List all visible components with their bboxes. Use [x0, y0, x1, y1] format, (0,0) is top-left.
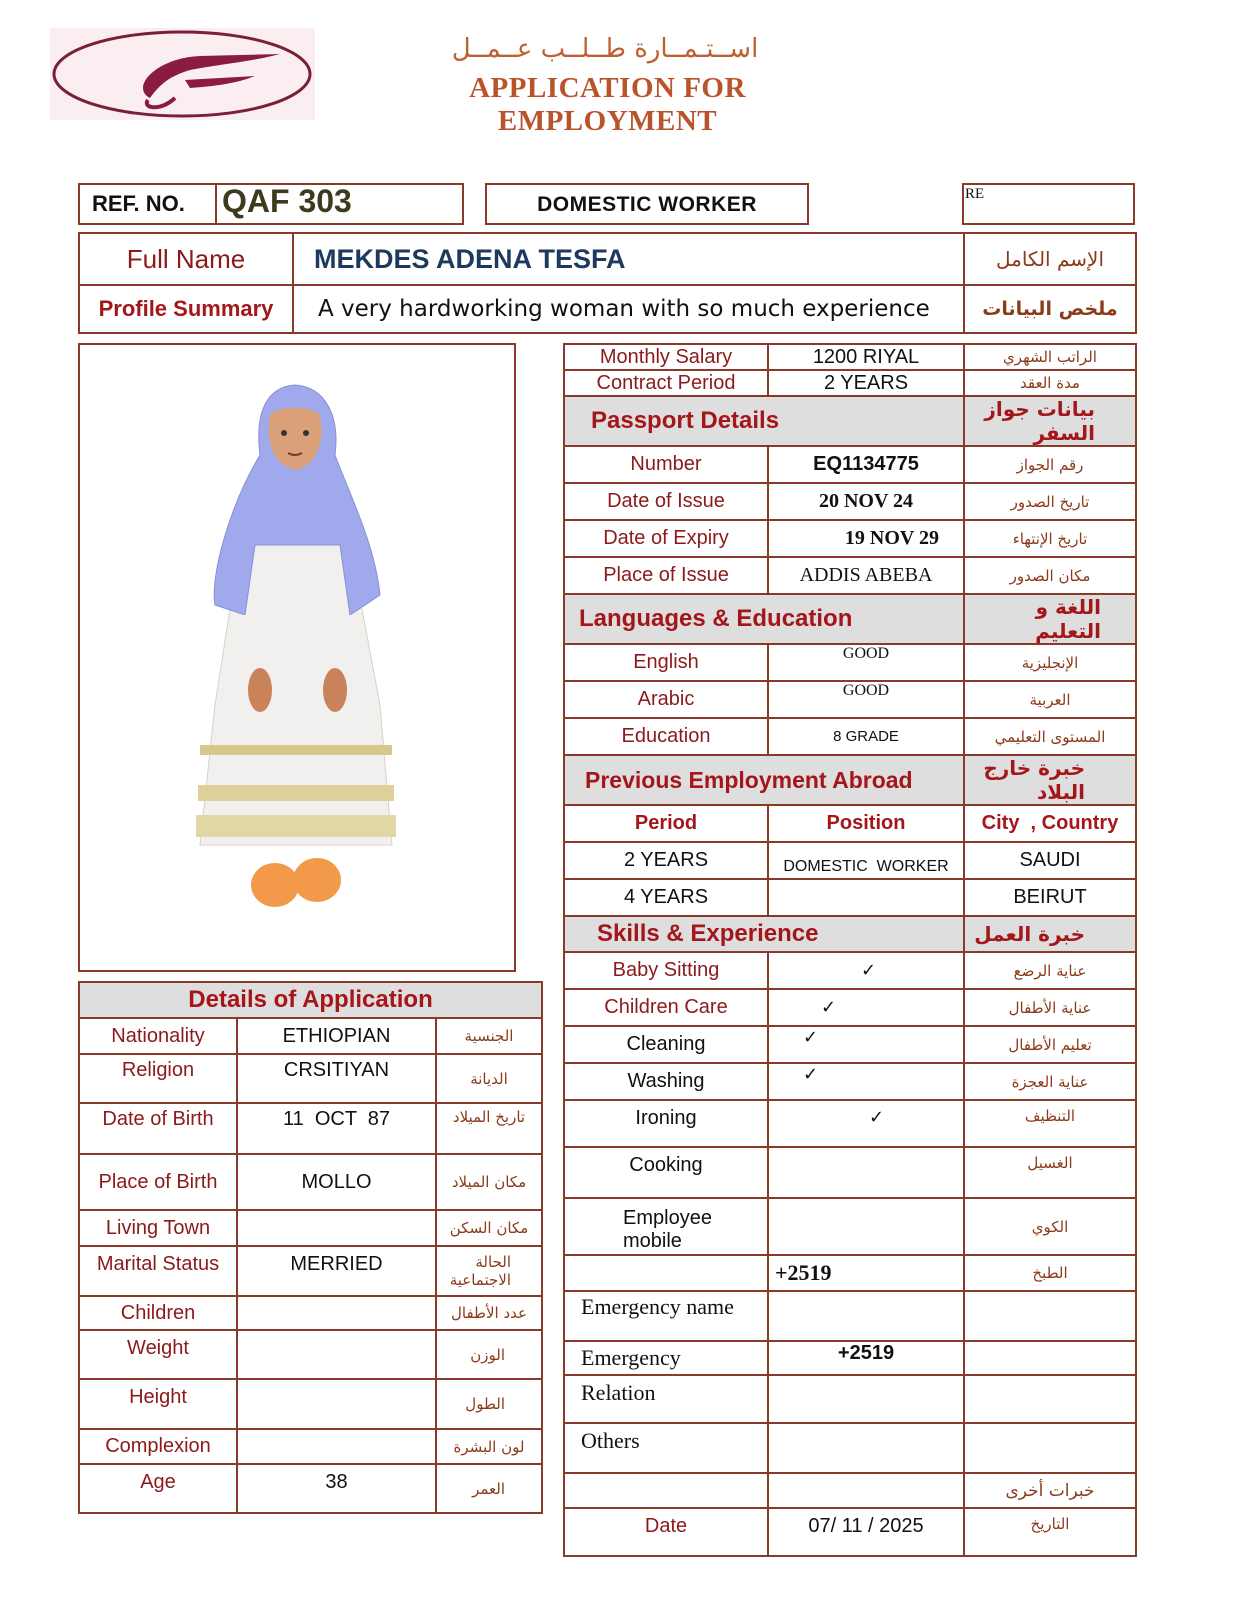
issue-date-value: 20 NOV 24: [768, 483, 964, 520]
full-name-ar: الإسم الكامل: [964, 233, 1136, 285]
date-ar: التاريخ: [964, 1508, 1136, 1556]
skill-ironing-label: Ironing: [564, 1100, 768, 1147]
date-value: 07/ 11 / 2025: [768, 1508, 964, 1556]
passport-number-row: [564, 446, 1136, 483]
skill-washing-ar: عناية العجزة: [964, 1063, 1136, 1100]
complexion-value: [237, 1429, 436, 1464]
arabic-ar: العربية: [964, 681, 1136, 718]
employment-row: [564, 879, 1136, 916]
height-ar: الطول: [436, 1379, 542, 1429]
salary-value: 1200 RIYAL: [768, 344, 964, 370]
passport-title-ar: بيانات جواز السفر: [964, 396, 1136, 446]
position-title: DOMESTIC WORKER: [537, 193, 757, 216]
nationality-value: ETHIOPIAN: [237, 1018, 436, 1054]
pob-ar: مكان الميلاد: [436, 1154, 542, 1210]
dob-ar: تاريخ الميلاد: [436, 1103, 542, 1154]
living-town-row: [79, 1210, 542, 1246]
full-name-value: MEKDES ADENA TESFA: [293, 233, 964, 285]
weight-label: Weight: [79, 1330, 237, 1379]
age-row: [79, 1464, 542, 1513]
living-town-value: [237, 1210, 436, 1246]
employment-country: SAUDI: [964, 842, 1136, 879]
relation-label: Relation: [564, 1375, 768, 1423]
applicant-photo: [78, 343, 516, 972]
weight-row: [79, 1330, 542, 1379]
emergency-name-value: [768, 1291, 964, 1341]
relation-ar: [964, 1375, 1136, 1423]
employment-section-header: [564, 755, 1136, 805]
salary-row: [564, 344, 1136, 370]
age-label: Age: [79, 1464, 237, 1513]
info-table: [563, 343, 1137, 1557]
pob-value: MOLLO: [237, 1154, 436, 1210]
others-value: [768, 1423, 964, 1473]
languages-title-ar: اللغة و التعليم: [964, 594, 1136, 644]
employee-mobile-row: [564, 1198, 1136, 1255]
employment-country-header: City , Country: [964, 805, 1136, 842]
employment-position-header: Position: [768, 805, 964, 842]
others-ar-blank: [564, 1473, 768, 1508]
emergency-row: [564, 1341, 1136, 1375]
passport-title: Passport Details: [564, 396, 964, 446]
english-value: GOOD: [768, 644, 964, 681]
employment-header-row: [564, 805, 1136, 842]
employee-mobile-ar: الكوي: [964, 1198, 1136, 1255]
skill-cooking-label: Cooking: [564, 1147, 768, 1198]
arabic-value: GOOD: [768, 681, 964, 718]
arabic-row: [564, 681, 1136, 718]
living-town-label: Living Town: [79, 1210, 237, 1246]
emergency-name-label: Emergency name: [564, 1291, 768, 1341]
re-box: [962, 183, 1135, 225]
religion-row: [79, 1054, 542, 1103]
emergency-name-row: [564, 1291, 1136, 1341]
dob-row: [79, 1103, 542, 1154]
skills-title-ar: خبرة العمل: [964, 916, 1136, 952]
relation-row: [564, 1375, 1136, 1423]
english-label: English: [564, 644, 768, 681]
emergency-value: +2519: [768, 1341, 964, 1375]
english-ar: الإنجليزية: [964, 644, 1136, 681]
skill-row: [564, 1100, 1136, 1147]
company-logo: [50, 28, 315, 120]
skill-cleaning-label: Cleaning: [564, 1026, 768, 1063]
marital-status-row: [79, 1246, 542, 1296]
emergency-label: Emergency: [564, 1341, 768, 1375]
religion-value: CRSITIYAN: [237, 1054, 436, 1103]
languages-title: Languages & Education: [564, 594, 964, 644]
education-label: Education: [564, 718, 768, 755]
full-name-label: Full Name: [79, 233, 293, 285]
children-label: Children: [79, 1296, 237, 1330]
salary-label: Monthly Salary: [564, 344, 768, 370]
mobile-number-ar: الطبخ: [964, 1255, 1136, 1291]
contract-row: [564, 370, 1136, 396]
weight-ar: الوزن: [436, 1330, 542, 1379]
pob-label: Place of Birth: [79, 1154, 237, 1210]
ref-label: REF. NO.: [92, 191, 185, 216]
mobile-number-blank: [564, 1255, 768, 1291]
weight-value: [237, 1330, 436, 1379]
arabic-label: Arabic: [564, 681, 768, 718]
application-title: Details of Application: [79, 982, 542, 1018]
expiry-date-value: 19 NOV 29: [768, 520, 964, 557]
summary-ar: ملخص البيانات: [964, 285, 1136, 333]
others-ar-row: [564, 1473, 1136, 1508]
employment-title: Previous Employment Abroad: [564, 755, 964, 805]
skill-check-icon: ✓: [768, 1026, 964, 1063]
marital-status-value: MERRIED: [237, 1246, 436, 1296]
skill-row: [564, 989, 1136, 1026]
employment-position: [768, 879, 964, 916]
marital-status-label: Marital Status: [79, 1246, 237, 1296]
passport-number-value: EQ1134775: [768, 446, 964, 483]
dob-label: Date of Birth: [79, 1103, 237, 1154]
education-ar: المستوى التعليمي: [964, 718, 1136, 755]
age-value: 38: [237, 1464, 436, 1513]
height-label: Height: [79, 1379, 237, 1429]
summary-value: A very hardworking woman with so much experience: [293, 285, 964, 333]
salary-ar: الراتب الشهري: [964, 344, 1136, 370]
skill-children-care-label: Children Care: [564, 989, 768, 1026]
issue-date-label: Date of Issue: [564, 483, 768, 520]
nationality-ar: الجنسية: [436, 1018, 542, 1054]
contract-label: Contract Period: [564, 370, 768, 396]
height-row: [79, 1379, 542, 1429]
employment-country: BEIRUT: [964, 879, 1136, 916]
skill-cleaning-ar: تعليم الأطفال: [964, 1026, 1136, 1063]
passport-number-label: Number: [564, 446, 768, 483]
living-town-ar: مكان السكن: [436, 1210, 542, 1246]
relation-value: [768, 1375, 964, 1423]
education-row: [564, 718, 1136, 755]
employment-row: [564, 842, 1136, 879]
complexion-ar: لون البشرة: [436, 1429, 542, 1464]
passport-number-ar: رقم الجواز: [964, 446, 1136, 483]
skill-baby-sitting-label: Baby Sitting: [564, 952, 768, 989]
emergency-ar: [964, 1341, 1136, 1375]
education-value: 8 GRADE: [768, 718, 964, 755]
application-table: [78, 981, 543, 1514]
skill-baby-sitting-ar: عناية الرضع: [964, 952, 1136, 989]
summary-label: Profile Summary: [79, 285, 293, 333]
passport-section-header: [564, 396, 1136, 446]
children-ar: عدد الأطفال: [436, 1296, 542, 1330]
english-row: [564, 644, 1136, 681]
employment-period-header: Period: [564, 805, 768, 842]
skill-row: [564, 952, 1136, 989]
nationality-label: Nationality: [79, 1018, 237, 1054]
mobile-number-row: [564, 1255, 1136, 1291]
others-ar-value: [768, 1473, 964, 1508]
marital-status-ar: الحالة الاجتماعية: [436, 1246, 542, 1296]
complexion-label: Complexion: [79, 1429, 237, 1464]
children-row: [79, 1296, 542, 1330]
others-ar: خبرات أخرى: [964, 1473, 1136, 1508]
skills-section-header: [564, 916, 1136, 952]
mobile-number-value: +2519: [768, 1255, 964, 1291]
ref-number: QAF 303: [222, 183, 352, 219]
religion-label: Religion: [79, 1054, 237, 1103]
skill-cooking-value: [768, 1147, 964, 1198]
expiry-date-row: [564, 520, 1136, 557]
skills-title: Skills & Experience: [564, 916, 964, 952]
height-value: [237, 1379, 436, 1429]
pob-row: [79, 1154, 542, 1210]
children-value: [237, 1296, 436, 1330]
contract-value: 2 YEARS: [768, 370, 964, 396]
arabic-title: اســتـمــارة طــلــب عــمــل: [451, 34, 759, 64]
employment-period: 4 YEARS: [564, 879, 768, 916]
employee-mobile-label: Employee mobile: [564, 1198, 768, 1255]
issue-date-row: [564, 483, 1136, 520]
complexion-row: [79, 1429, 542, 1464]
age-ar: العمر: [436, 1464, 542, 1513]
application-section-header: [79, 982, 542, 1018]
re-label: RE: [965, 186, 985, 202]
date-row: [564, 1508, 1136, 1556]
others-row: [564, 1423, 1136, 1473]
others-label: Others: [564, 1423, 768, 1473]
issue-place-value: ADDIS ABEBA: [768, 557, 964, 594]
issue-place-ar: مكان الصدور: [964, 557, 1136, 594]
issue-place-label: Place of Issue: [564, 557, 768, 594]
skill-check-icon: ✓: [768, 1063, 964, 1100]
identity-table: [78, 232, 1137, 334]
employment-period: 2 YEARS: [564, 842, 768, 879]
contract-ar: مدة العقد: [964, 370, 1136, 396]
skill-row: [564, 1063, 1136, 1100]
skill-check-icon: ✓: [768, 1100, 964, 1147]
others-blank: [964, 1423, 1136, 1473]
issue-date-ar: تاريخ الصدور: [964, 483, 1136, 520]
ref-divider: [215, 183, 217, 225]
skill-washing-label: Washing: [564, 1063, 768, 1100]
skill-row: [564, 1026, 1136, 1063]
page-title: APPLICATION FOR EMPLOYMENT: [469, 72, 746, 137]
languages-section-header: [564, 594, 1136, 644]
employment-title-ar: خبرة خارج البلاد: [964, 755, 1136, 805]
expiry-date-ar: تاريخ الإنتهاء: [964, 520, 1136, 557]
emergency-name-ar: [964, 1291, 1136, 1341]
employee-mobile-empty: [768, 1198, 964, 1255]
skill-row: [564, 1147, 1136, 1198]
skill-check-icon: ✓: [768, 952, 964, 989]
skill-children-care-ar: عناية الأطفال: [964, 989, 1136, 1026]
nationality-row: [79, 1018, 542, 1054]
date-label: Date: [564, 1508, 768, 1556]
religion-ar: الديانة: [436, 1054, 542, 1103]
dob-value: 11 OCT 87: [237, 1103, 436, 1154]
expiry-date-label: Date of Expiry: [564, 520, 768, 557]
issue-place-row: [564, 557, 1136, 594]
skill-ironing-ar: التنظيف: [964, 1100, 1136, 1147]
skill-check-icon: ✓: [768, 989, 964, 1026]
skill-cooking-ar: الغسيل: [964, 1147, 1136, 1198]
employment-position: DOMESTIC WORKER: [768, 842, 964, 879]
